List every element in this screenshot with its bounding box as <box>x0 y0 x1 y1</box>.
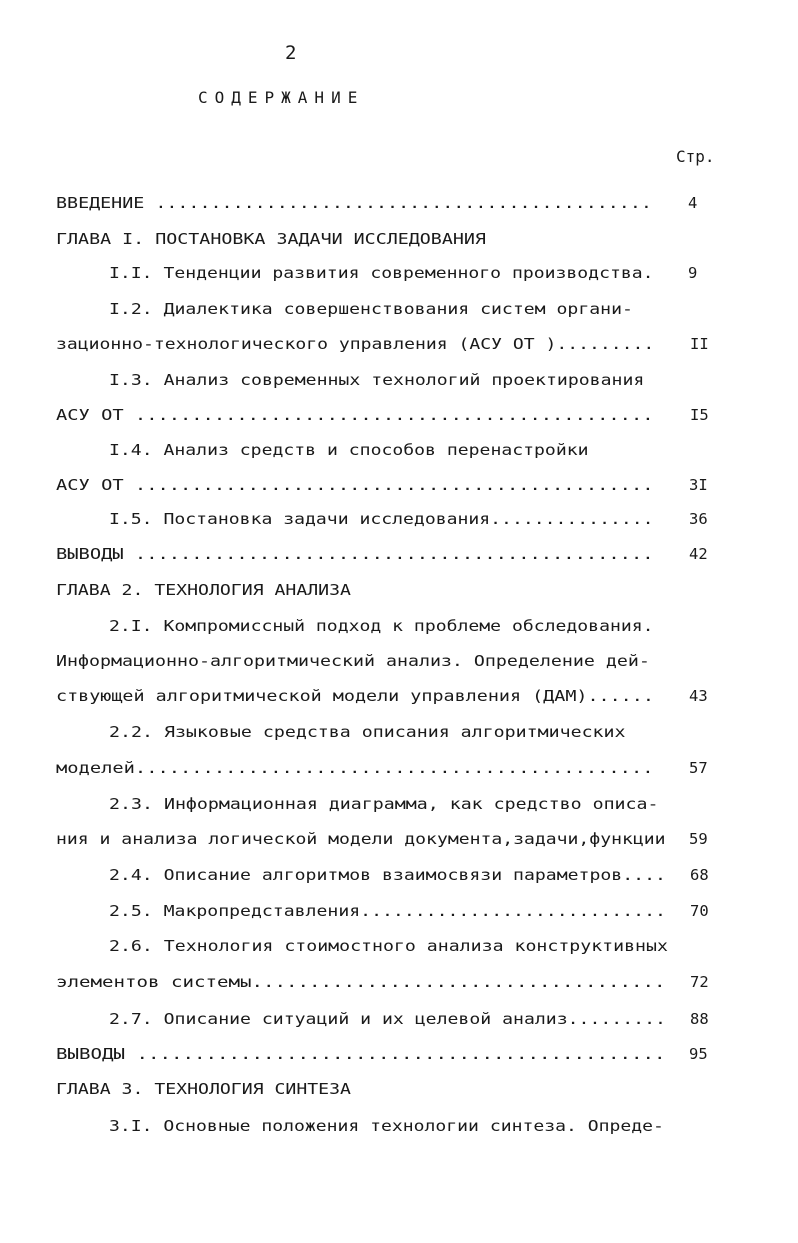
toc-entry-text: 2.2. Языковые средства описания алгоритмических <box>109 723 626 741</box>
toc-entry-text: ния и анализа логической модели документа,задачи,функции <box>56 830 666 848</box>
toc-line <box>0 759 798 785</box>
toc-line <box>0 937 798 963</box>
toc-entry-text: ствующей алгоритмической модели управления (ДАМ)...... <box>56 687 654 705</box>
page-column-header: Стр. <box>676 147 715 166</box>
toc-line <box>0 194 798 220</box>
toc-entry-text: I.3. Анализ современных технологий проектирования <box>109 371 645 389</box>
toc-entry-text: I.4. Анализ средств и способов перенастройки <box>109 441 589 459</box>
toc-line <box>0 581 798 607</box>
toc-page-number: 36 <box>689 510 708 528</box>
toc-entry-text: элементов системы.................................... <box>56 973 666 991</box>
toc-line <box>0 830 798 856</box>
toc-line <box>0 902 798 928</box>
toc-heading: СОДЕРЖАНИЕ <box>198 88 365 107</box>
toc-line <box>0 230 798 256</box>
toc-line <box>0 687 798 713</box>
toc-entry-text: 2.4. Описание алгоритмов взаимосвязи параметров.... <box>109 866 666 884</box>
toc-line <box>0 1080 798 1106</box>
toc-page-number: 88 <box>690 1010 709 1028</box>
toc-entry-text: I.I. Тенденции развития современного производства. <box>109 264 654 282</box>
toc-line <box>0 795 798 821</box>
toc-entry-text: Информационно-алгоритмический анализ. Определение дей- <box>56 652 650 670</box>
toc-entry-text: ГЛАВА 2. ТЕХНОЛОГИЯ АНАЛИЗА <box>56 581 351 599</box>
toc-page-number: 43 <box>689 687 708 705</box>
toc-entry-text: 2.3. Информационная диаграмма, как средство описа- <box>109 795 659 813</box>
toc-entry-text: ВЫВОДЫ .............................................. <box>56 545 654 563</box>
toc-line <box>0 617 798 643</box>
toc-line <box>0 1117 798 1143</box>
toc-entry-text: I.2. Диалектика совершенствования систем органи- <box>109 300 633 318</box>
toc-entry-text: АСУ ОТ .............................................. <box>56 476 654 494</box>
toc-entry-text: ГЛАВА 3. ТЕХНОЛОГИЯ СИНТЕЗА <box>56 1080 351 1098</box>
toc-line <box>0 973 798 999</box>
toc-entry-text: 2.5. Макропредставления............................ <box>109 902 666 920</box>
toc-line <box>0 371 798 397</box>
toc-page-number: 42 <box>689 545 708 563</box>
toc-page-number: 70 <box>690 902 709 920</box>
toc-line <box>0 335 798 361</box>
toc-line <box>0 1045 798 1071</box>
toc-entry-text: ВВЕДЕНИЕ ............................................. <box>56 194 652 212</box>
toc-entry-text: ГЛАВА I. ПОСТАНОВКА ЗАДАЧИ ИССЛЕДОВАНИЯ <box>56 230 486 248</box>
toc-entry-text: I.5. Постановка задачи исследования............... <box>109 510 654 528</box>
toc-page-number: 3I <box>689 476 708 494</box>
toc-line <box>0 441 798 467</box>
toc-page-number: 57 <box>689 759 708 777</box>
toc-line <box>0 476 798 502</box>
toc-line <box>0 510 798 536</box>
toc-line <box>0 300 798 326</box>
toc-entry-text: 2.7. Описание ситуаций и их целевой анализ......... <box>109 1010 666 1028</box>
toc-entry-text: ВЫВОДЫ .............................................. <box>56 1045 666 1063</box>
toc-entry-text: 2.I. Компромиссный подход к проблеме обследования. <box>109 617 654 635</box>
toc-line <box>0 545 798 571</box>
toc-entry-text: моделей.............................................. <box>56 759 654 777</box>
toc-line <box>0 723 798 749</box>
toc-page-number: 9 <box>688 264 698 282</box>
toc-line <box>0 264 798 290</box>
toc-page-number: I5 <box>690 406 709 424</box>
toc-page-number: 72 <box>690 973 709 991</box>
toc-line <box>0 1010 798 1036</box>
toc-page-number: 4 <box>688 194 698 212</box>
toc-page-number: 95 <box>689 1045 708 1063</box>
toc-line <box>0 406 798 432</box>
toc-page-number: II <box>690 335 709 353</box>
toc-line <box>0 866 798 892</box>
toc-page-number: 68 <box>690 866 709 884</box>
toc-line <box>0 652 798 678</box>
toc-entry-text: 3.I. Основные положения технологии синтеза. Опреде- <box>109 1117 664 1135</box>
page-number: 2 <box>285 42 297 64</box>
toc-page-number: 59 <box>689 830 708 848</box>
toc-entry-text: зационно-технологического управления (АСУ ОТ )......... <box>56 335 655 353</box>
toc-entry-text: АСУ ОТ .............................................. <box>56 406 654 424</box>
toc-entry-text: 2.6. Технология стоимостного анализа конструктивных <box>109 937 668 955</box>
